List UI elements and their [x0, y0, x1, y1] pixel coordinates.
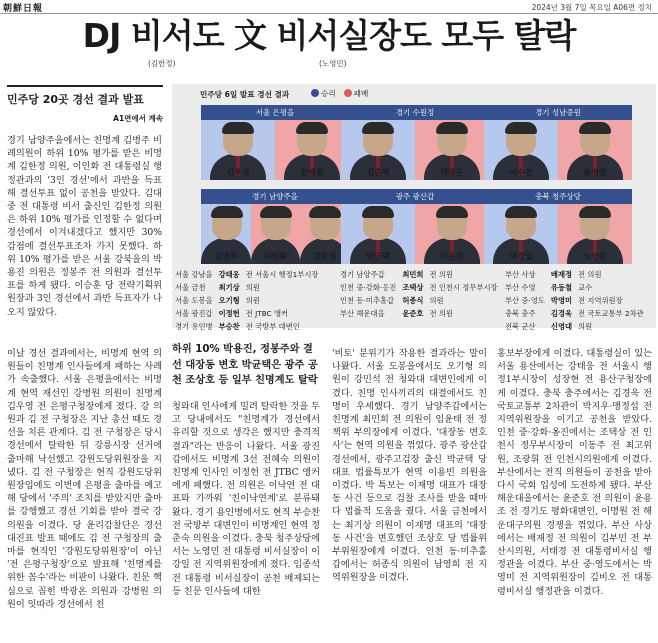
graphic-title: 민주당 6일 발표 경선 결과 [200, 90, 290, 99]
result-row: 부산 사상 배재정 전 의원 [505, 270, 602, 279]
district-box-seoul-eunpyeong-eul [201, 105, 349, 180]
results-list-2 [338, 267, 504, 321]
candidate-card [484, 120, 558, 180]
result-row: 충북 충주 김경욱 전 국토교통부 2차관 [505, 309, 644, 318]
candidate-name: 이수진 [509, 168, 533, 177]
candidate-name: 박광온 [440, 168, 464, 177]
result-row: 서울 강남을 강태웅 전 서울시 행정1부시장 [175, 270, 319, 279]
candidate-name: 김준혁 [366, 168, 390, 177]
result-row: 부산 해운대을 윤준호 전 의원 [340, 309, 453, 318]
candidate-card [251, 204, 300, 264]
candidate-name: 김한정 [312, 252, 337, 261]
district-box-gyeonggi-namyangju-eul [201, 189, 349, 264]
continued-from: A1면에서 계속 [113, 114, 163, 123]
legend-win: 승리 [311, 88, 336, 99]
district-box-gyeonggi-suwon-jeong [341, 105, 489, 180]
result-row: 인천 동·미추홀갑 허종식 의원 [340, 296, 444, 305]
results-list-1 [173, 267, 324, 334]
masthead [0, 0, 658, 14]
result-row: 전북 군산 신영대 의원 [505, 322, 593, 331]
dateline: 2024년 3월 7일 목요일 A06면 정치 [531, 3, 652, 12]
result-row: 부산 중·영도 박영미 전 지역위원장 [505, 296, 623, 305]
article-column-4: '비토' 분위기가 작용한 결과라는 말이 나왔다. 서울 도봉을에서도 오기형 의원이 강민석 전 청와대 대변인에게 이겼다. 친명 인사끼리의 대결에서도 친명이 우세했다. 경기 남양주갑에서는 친명계 최민희 전 의원이 임윤태 전 정책위 부의장에게 이겼다. '대장동 변호사'는 현역 의원을 꺾었다. 광주 광산갑 경선에서, 광주고검장 출신 박균택 당 대표 법률특보가 현역 이용빈 의원을 이겼다. 박 특보는 이재명 대표가 대장동 사건 등으로 검찰 조사를 받을 때마다 법률적 도움을 줬다. 서울 금천에서는 최기상 의원이 이재명 대표의 '대장동 사건'을 변호했던 조상호 당 법률위 부위원장에게 이겼다. 인천 동·미추홀갑에서는 허종식 의원이 남영희 전 지역위원장을 이겼다. [332, 348, 487, 584]
headline: DJ 비서도 文 비서실장도 모두 탈락 [82, 16, 576, 55]
section-header [7, 85, 163, 124]
district-title: 충북 청주상당 [484, 189, 632, 204]
candidate-card [275, 120, 349, 180]
lose-dot-icon [344, 89, 352, 97]
photo-caption-left: (김한정) [148, 59, 176, 68]
section-title: 민주당 20곳 경선 결과 발표 [7, 93, 144, 106]
legend-lose: 패배 [344, 88, 369, 99]
result-row: 인천 중·강화·옹진 조택상 전 인천시 정무부시장 [340, 283, 498, 292]
candidate-card [201, 120, 275, 180]
result-row: 부산 수영 유동철 교수 [505, 283, 593, 292]
district-title: 경기 수원정 [341, 105, 489, 120]
newspaper-logo: 朝鮮日報 [3, 4, 44, 14]
candidate-card [558, 204, 632, 264]
results-list-3 [503, 267, 650, 334]
candidate-card [341, 204, 415, 264]
candidate-card [415, 120, 489, 180]
candidate-name: 김병주 [214, 252, 238, 261]
candidate-card [415, 204, 489, 264]
result-row: 서울 금천 최기상 의원 [175, 283, 260, 292]
legend [311, 88, 368, 99]
district-title: 경기 남양주을 [201, 189, 349, 204]
article-column-5: 홍보부장에게 이겼다. 대통령실이 있는 서울 용산에서는 강태웅 전 서울시 행정1부시장이 성장현 전 용산구청장에게 이겼다. 충북 충주에서는 김경욱 전 국토교통부 2차관이 박지우·맹정섭 전 지역위원장을 이기고 공천을 받았다. 인천 중·강화·옹진에서는 조택상 전 인천시 정무부시장이 이동주 전 최고위원, 조광휘 전 인천시의원에게 이겼다. 부산에서는 전직 의원들이 공천을 받아 다시 국회 입성에 도전하게 됐다. 부산 해운대을에서는 윤준호 전 의원이 윤용조 전 경기도 평화대변인, 이명원 전 해운대구의원 경쟁을 꺾었다. 부산 사상에서는 배재정 전 의원이 김부민 전 부산시의원, 서태경 전 대통령비서실 행정관을 이겼다. 부산 중·영도에서는 박영미 전 지역위원장이 김비오 전 대통령비서실 행정관을 이겼다. [497, 348, 652, 597]
district-title: 서울 은평을 [201, 105, 349, 120]
candidate-name: 노영민 [583, 252, 607, 261]
article-column-2: 이날 경선 결과에서는, 비명계 현역 의원들이 친명계 인사들에게 패하는 사례가 속출했다. 서울 은평을에서는 비명계 현역 재선인 강병원 의원이 친명계 김우영 전 은평구청장에게 졌다. 강 의원과 김 전 구청장은 지난 총선 때도 경선을 치른 관계다. 김 전 구청장은 당시 경선에서 탈락한 뒤 강릉시장 선거에 출마해 낙선했고 강원도당위원장을 지냈다. 김 전 구청장은 현직 강원도당위원장임에도 이번에 은평을 출마를 예고해 당에서 '주의' 조치를 받았지만 출마를 강행했고 경선 기회를 받아 결국 강 의원을 이겼다. 당 윤리감찰단은 경선 대진표 발표 때에도 김 전 구청장의 출마를 현직인 '강원도당위원장'이 아닌 '전 은평구청장'으로 발표해 '친명계를 위한 꼼수'라는 비판이 나왔다. 친문 핵심으로 꼽힌 박광온 의원과 강병원 의원이 잇따라 경선에서 친 [7, 348, 162, 610]
article-column-1: 경기 남양주을에서는 친명계 김병주 비례의원이 하위 10% 평가를 받은 비명계 김한정 의원, 이인화 전 대통령실 행정관과의 '3인 경선'에서 과반을 득표해 결선투표 없이 공천을 받았다. 김대중 전 대통령 비서 출신인 김한정 의원은 하위 10% 평가를 인정할 수 없다며 경선에서 이겨내겠다고 했지만 30% 감점에 결선투표조차 가지 못했다. 하위 10% 평가를 받은 서울 강북을의 박용진 의원은 정봉주 전 의원과 결선투표를 하게 됐다. 이승훈 당 전략기획위원장과 3인 경선에서 과반 득표자가 나오지 않았다. [7, 135, 162, 318]
candidate-card [484, 204, 558, 264]
candidate-card [558, 120, 632, 180]
candidate-name: 박균택 [366, 252, 390, 261]
district-box-gyeonggi-seongnam-jungwon [484, 105, 632, 180]
candidate-name: 강병원 [300, 168, 324, 177]
photo-caption-right: (노영민) [319, 59, 347, 68]
district-title: 경기 성남중원 [484, 105, 632, 120]
result-row: 서울 광진갑 이정헌 전 JTBC 앵커 [175, 309, 289, 318]
candidate-name: 윤영찬 [583, 168, 607, 177]
district-box-gwangju-gwangsan-gap [341, 189, 489, 264]
candidate-name: 김우영 [226, 168, 250, 177]
candidate-name: 이용빈 [440, 252, 464, 261]
district-box-chungbuk-cheongju-sangdang [484, 189, 632, 264]
result-row: 경기 남양주갑 최민희 전 의원 [340, 270, 453, 279]
candidate-name: 이강일 [509, 252, 533, 261]
district-title: 광주 광산갑 [341, 189, 489, 204]
subheadline: 하위 10% 박용진, 정봉주와 결선 대장동 변호 박균택은 광주 공천 조상호 등 일부 친명계도 탈락 [172, 344, 318, 386]
candidate-card [341, 120, 415, 180]
candidate-card [201, 204, 251, 264]
result-row: 경기 용인병 부승찬 전 국방부 대변인 [175, 322, 300, 331]
article-column-3: 청와대 인사에게 밀려 탈락한 것을 두고 당내에서도 "친명계가 경선에서 유리할 것으로 생각은 했지만 충격적 결과"라는 반응이 나왔다. 서울 광진갑에서도 비명계 3선 전혜숙 의원이 친명계 인사인 이정헌 전 JTBC 앵커에게 패했다. 전 의원은 이낙연 전 대표와 가까워 '친이낙연계'로 분류돼 왔다. 경기 용인병에서도 현직 부승찬 전 국방부 대변인이 비명계인 현역 정춘숙 의원을 이겼다. 충북 청주상당에서는 노영민 전 대통령 비서실장이 이강일 전 지역위원장에게 졌다. 임종석 전 대통령 비서실장이 공천 배제되는 등 친문 인사들에 대한 [172, 401, 320, 597]
candidate-name: 이인화 [263, 252, 288, 261]
win-dot-icon [311, 89, 319, 97]
result-row: 서울 도봉을 오기형 의원 [175, 296, 260, 305]
